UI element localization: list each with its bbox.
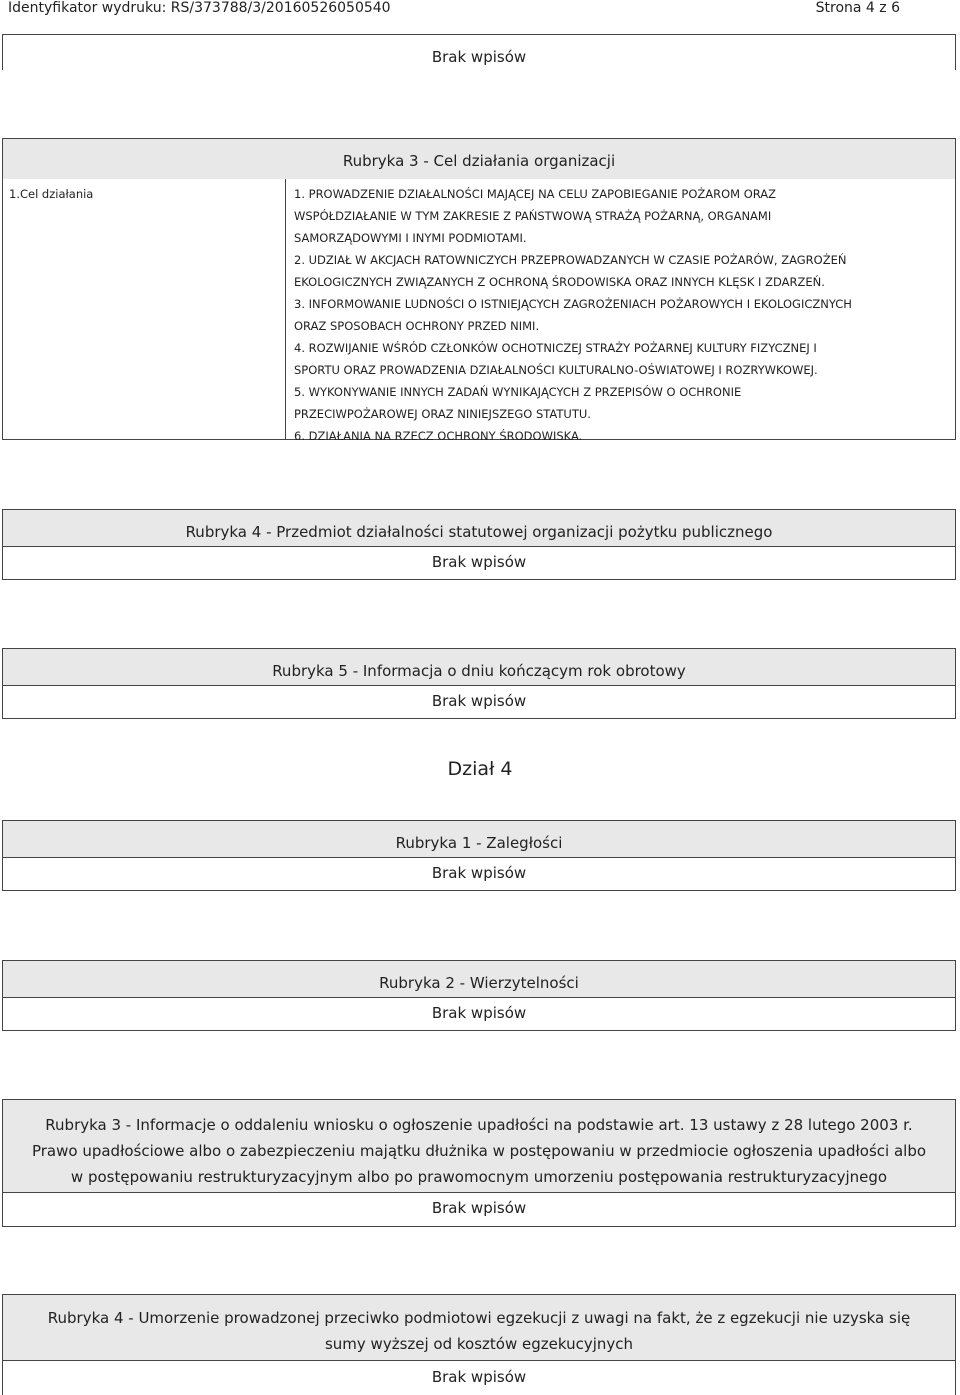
section-title bbox=[3, 1100, 955, 1193]
cel-line: ORAZ SPOSOBACH OCHRONY PRZED NIMI. bbox=[294, 319, 540, 333]
cel-line: 4. ROZWIJANIE WŚRÓD CZŁONKÓW OCHOTNICZEJ STRAŻY POŻARNEJ KULTURY FIZYCZNEJ I bbox=[294, 341, 817, 355]
rubryka5-informacja-box bbox=[2, 648, 956, 719]
cel-dzialania-label: 1.Cel działania bbox=[9, 187, 94, 201]
top-entry-box bbox=[2, 34, 956, 70]
cel-line: 1. PROWADZENIE DZIAŁALNOŚCI MAJĄCEJ NA CELU ZAPOBIEGANIE POŻAROM ORAZ bbox=[294, 187, 777, 201]
cel-line: EKOLOGICZNYCH ZWIĄZANYCH Z OCHRONĄ ŚRODOWISKA ORAZ INNYCH KLĘSK I ZDARZEŃ. bbox=[294, 275, 825, 289]
title-line: Rubryka 3 - Informacje o oddaleniu wniosku o ogłoszenie upadłości na podstawie art. 13 ustawy z 28 lutego 2003 r. bbox=[45, 1116, 913, 1134]
cel-line: SPORTU ORAZ PROWADZENIA DZIAŁALNOŚCI KULTURALNO-OŚWIATOWEJ I ROZRYWKOWEJ. bbox=[294, 363, 818, 377]
entry-text: Brak wpisów bbox=[3, 858, 955, 888]
cel-line: WSPÓŁDZIAŁANIE W TYM ZAKRESIE Z PAŃSTWOWĄ STRAŻĄ POŻARNĄ, ORGANAMI bbox=[294, 209, 772, 223]
rubryka1-zaleglosci-box bbox=[2, 820, 956, 891]
section-title bbox=[3, 1295, 955, 1361]
section-title: Rubryka 1 - Zaległości bbox=[3, 821, 955, 858]
title-line: sumy wyższej od kosztów egzekucyjnych bbox=[324, 1335, 634, 1353]
page-header bbox=[0, 0, 960, 18]
cel-line: 6. DZIAŁANIA NA RZECZ OCHRONY ŚRODOWISKA. bbox=[294, 429, 583, 443]
entry-text: Brak wpisów bbox=[3, 547, 955, 577]
rubryka4-umorzenie-box bbox=[2, 1294, 956, 1395]
cel-line: 2. UDZIAŁ W AKCJACH RATOWNICZYCH PRZEPROWADZANYCH W CZASIE POŻARÓW, ZAGROŻEŃ bbox=[294, 253, 847, 267]
entry-text: Brak wpisów bbox=[3, 998, 955, 1028]
cel-line: 5. WYKONYWANIE INNYCH ZADAŃ WYNIKAJĄCYCH Z PRZEPISÓW O OCHRONIE bbox=[294, 385, 742, 399]
rubryka4-przedmiot-box bbox=[2, 509, 956, 580]
entry-text: Brak wpisów bbox=[3, 1361, 955, 1393]
rubryka2-wierzytelnosci-box bbox=[2, 960, 956, 1031]
dzial-4-heading: Dział 4 bbox=[447, 758, 513, 780]
cel-line: PRZECIWPOŻAROWEJ ORAZ NINIEJSZEGO STATUTU. bbox=[294, 407, 591, 421]
entry-text: Brak wpisów bbox=[3, 1193, 955, 1223]
rubryka3-cel-box bbox=[2, 138, 956, 443]
entry-text: Brak wpisów bbox=[3, 686, 955, 716]
cel-line: SAMORZĄDOWYMI I INYMI PODMIOTAMI. bbox=[294, 231, 527, 245]
section-title: Rubryka 2 - Wierzytelności bbox=[3, 961, 955, 998]
section-title: Rubryka 4 - Przedmiot działalności statutowej organizacji pożytku publicznego bbox=[3, 510, 955, 547]
section-title: Rubryka 3 - Cel działania organizacji bbox=[3, 139, 955, 179]
page-number: Strona 4 z 6 bbox=[815, 0, 900, 16]
rubryka3-upadlosc-box bbox=[2, 1099, 956, 1227]
title-line: Prawo upadłościowe albo o zabezpieczeniu majątku dłużnika w postępowaniu w przedmiocie ogłoszenia upadłości albo bbox=[31, 1142, 927, 1160]
cel-dzialania-content bbox=[285, 179, 944, 443]
title-line: w postępowaniu restrukturyzacyjnym albo po prawomocnym umorzeniu postępowania restrukturyzacyjnego bbox=[70, 1168, 888, 1186]
cel-dzialania-row bbox=[3, 179, 955, 443]
cel-line: 3. INFORMOWANIE LUDNOŚCI O ISTNIEJĄCYCH ZAGROŻENIACH POŻAROWYCH I EKOLOGICZNYCH bbox=[294, 297, 852, 311]
print-identifier: Identyfikator wydruku: RS/373788/3/20160526050540 bbox=[8, 0, 391, 16]
section-title: Rubryka 5 - Informacja o dniu kończącym rok obrotowy bbox=[3, 649, 955, 686]
title-line: Rubryka 4 - Umorzenie prowadzonej przeciwko podmiotowi egzekucji z uwagi na fakt, że z egzekucji nie uzyska się bbox=[47, 1309, 911, 1327]
entry-text: Brak wpisów bbox=[3, 35, 955, 79]
